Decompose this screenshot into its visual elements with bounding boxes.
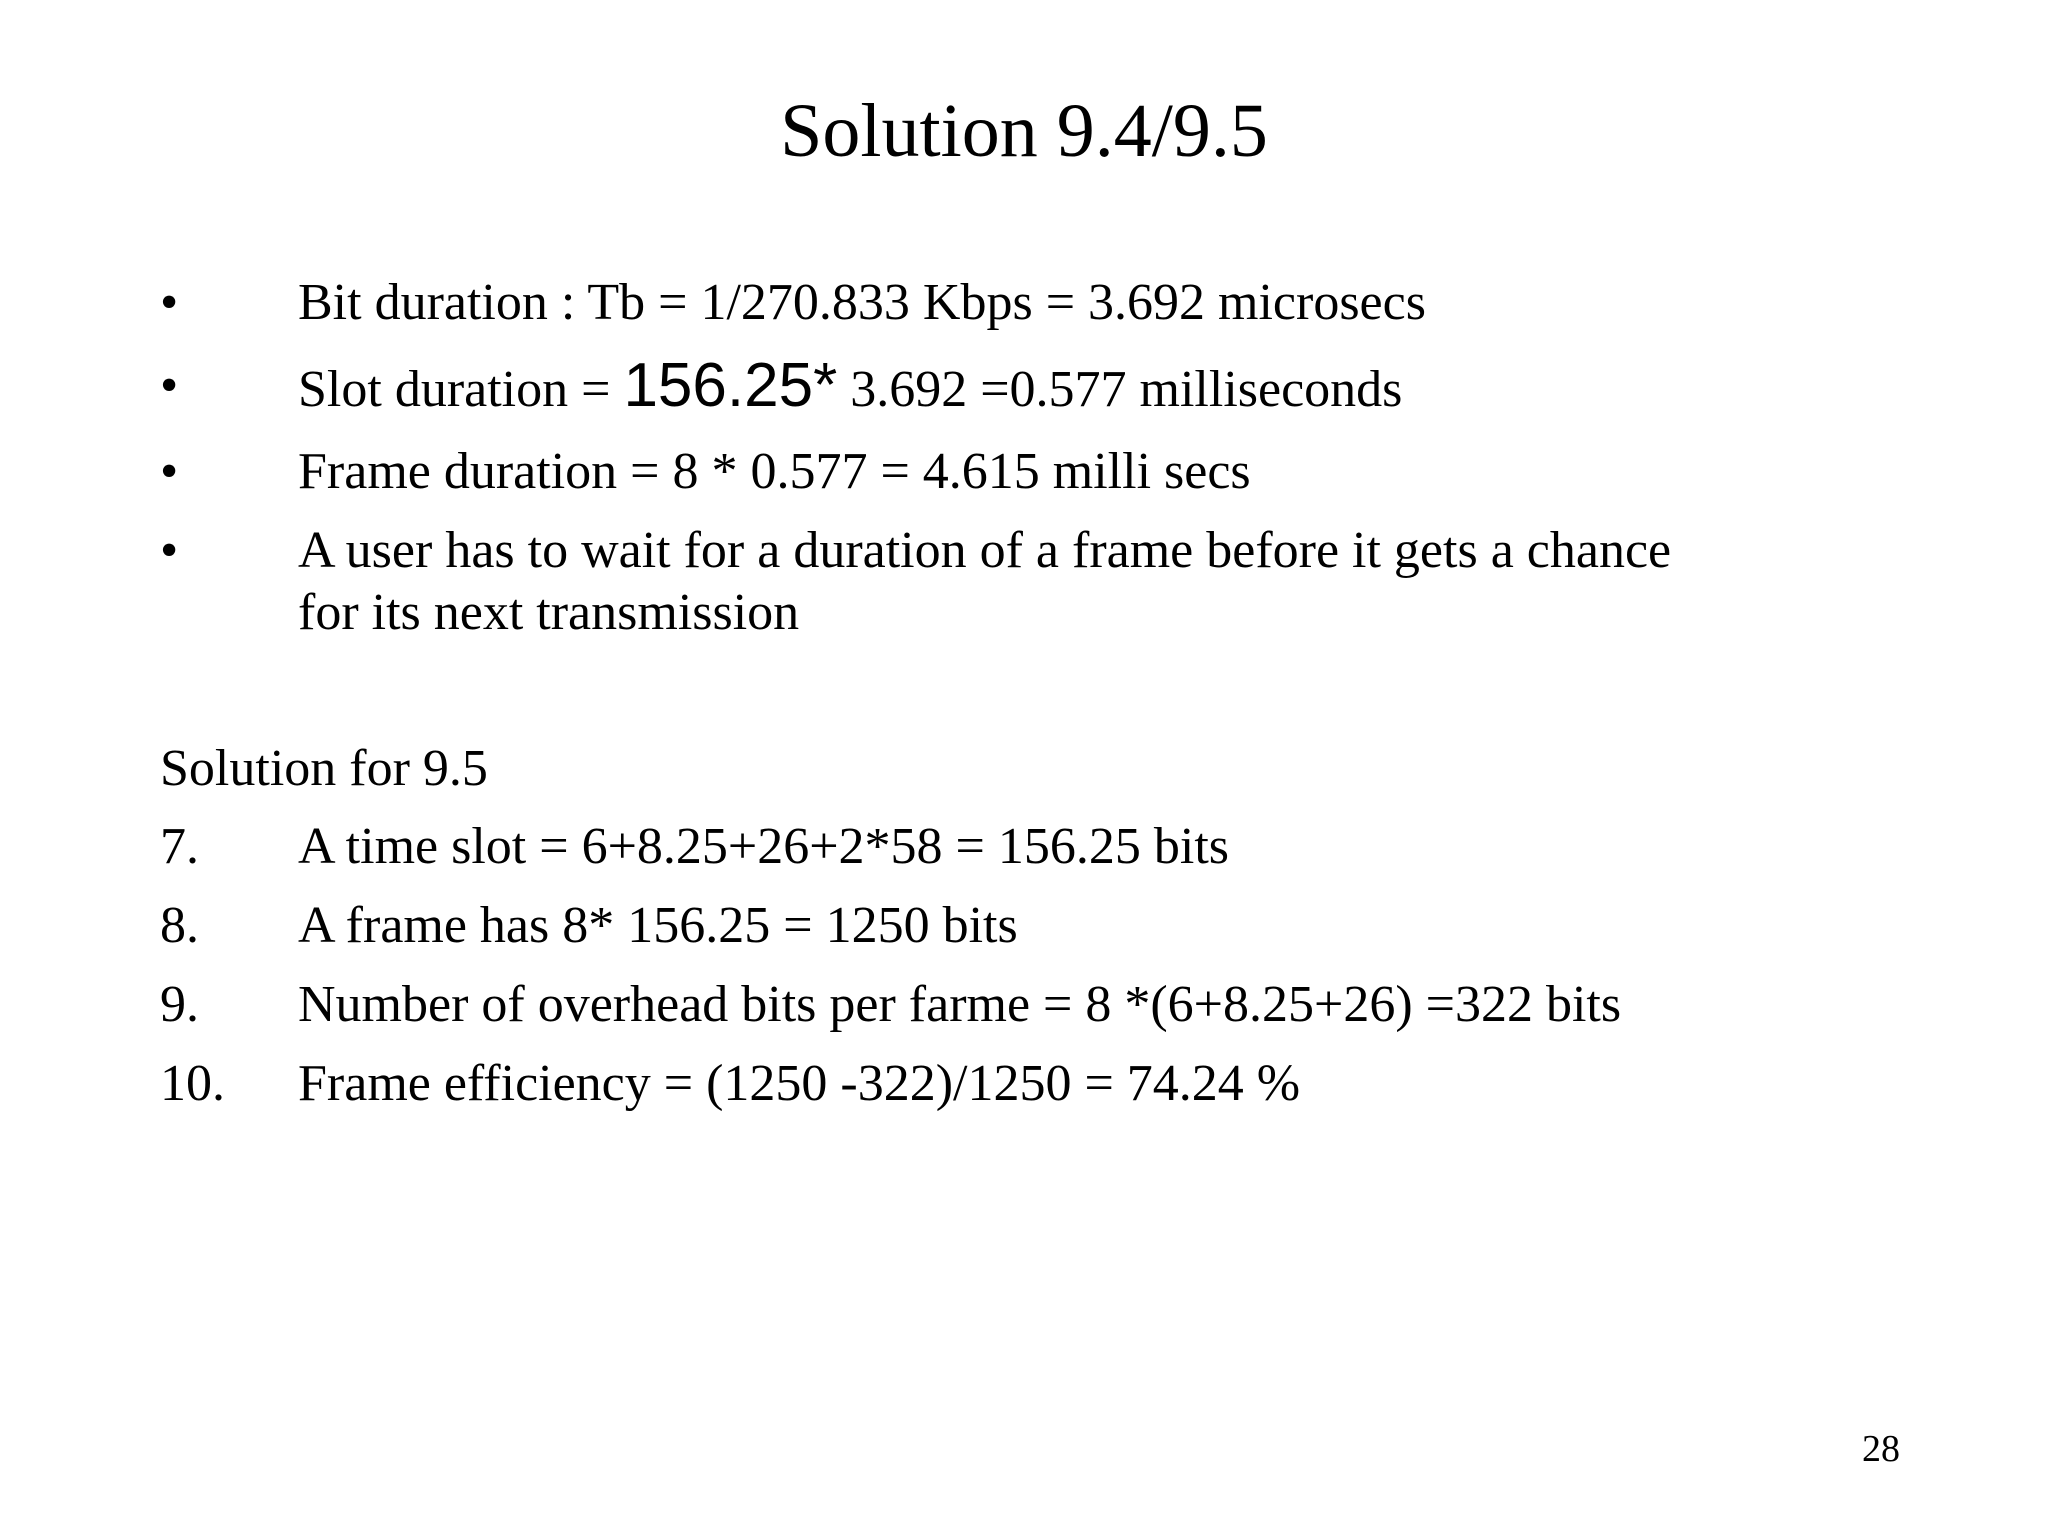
bullet-marker: • (160, 443, 179, 500)
subheading-text: Solution for 9.5 (160, 740, 488, 797)
item-number: 9. (160, 976, 199, 1033)
bullet-text-suffix: 3.692 =0.577 milliseconds (837, 361, 1403, 418)
slide-title: Solution 9.4/9.5 (780, 89, 1268, 173)
item-text: A time slot = 6+8.25+26+2*58 = 156.25 bits (298, 818, 1229, 875)
item-text: Number of overhead bits per farme = 8 *(6+8.25+26) =322 bits (298, 976, 1622, 1033)
bullet-text: Frame duration = 8 * 0.577 = 4.615 milli secs (298, 443, 1251, 500)
bullet-text-prefix: Slot duration = (298, 361, 624, 418)
item-number: 10. (160, 1055, 225, 1112)
bullet-text: for its next transmission (298, 584, 800, 641)
bullet-text-emphasis: 156.25* (623, 351, 838, 420)
item-text: Frame efficiency = (1250 -322)/1250 = 74.24 % (298, 1055, 1301, 1112)
item-number: 8. (160, 897, 199, 954)
item-text: A frame has 8* 156.25 = 1250 bits (298, 897, 1018, 954)
bullet-marker: • (160, 357, 179, 414)
page-number: 28 (1862, 1428, 1900, 1470)
bullet-marker: • (160, 522, 179, 579)
bullet-text: A user has to wait for a duration of a frame before it gets a chance (298, 522, 1672, 579)
bullet-text (298, 351, 1403, 421)
bullet-marker: • (160, 274, 179, 331)
item-number: 7. (160, 818, 199, 875)
bullet-text: Bit duration : Tb = 1/270.833 Kbps = 3.692 microsecs (298, 274, 1426, 331)
